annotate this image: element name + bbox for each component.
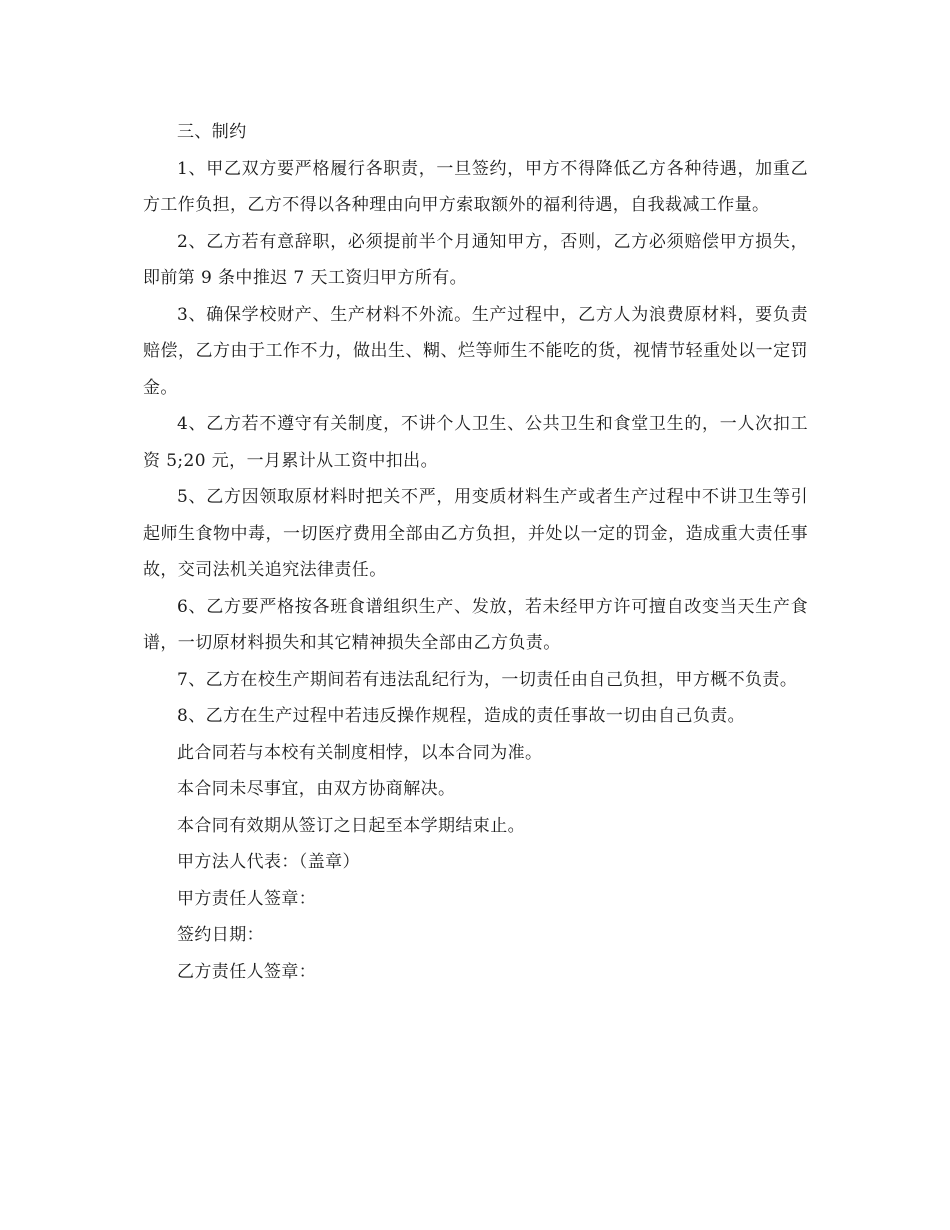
- document-body: [143, 114, 808, 990]
- clause-5: 5、乙方因领取原材料时把关不严，用变质材料生产或者生产过程中不讲卫生等引起师生食物中毒，一切医疗费用全部由乙方负担，并处以一定的罚金，造成重大责任事故，交司法机关追究法律责任。: [143, 487, 808, 580]
- clause-8: 8、乙方在生产过程中若违反操作规程，造成的责任事故一切由自己负责。: [177, 706, 746, 726]
- clause-6: 6、乙方要严格按各班食谱组织生产、发放，若未经甲方许可擅自改变当天生产食谱，一切原材料损失和其它精神损失全部由乙方负责。: [143, 596, 808, 653]
- closing-line-validity: 本合同有效期从签订之日起至本学期结束止。: [177, 815, 525, 836]
- signature-party-a-responsible: 甲方责任人签章：: [177, 888, 317, 909]
- clause-7: 7、乙方在校生产期间若有违法乱纪行为，一切责任由自己负担，甲方概不负责。: [177, 669, 798, 690]
- section-heading: 三、制约: [177, 122, 247, 142]
- clause-3: 3、确保学校财产、生产材料不外流。生产过程中，乙方人为浪费原材料，要负责赔偿，乙方由于工作不力，做出生、糊、烂等师生不能吃的货，视情节轻重处以一定罚金。: [143, 304, 808, 398]
- closing-line-negotiation: 本合同未尽事宜，由双方协商解决。: [177, 779, 456, 799]
- signature-party-b-responsible: 乙方责任人签章：: [177, 961, 317, 982]
- closing-line-precedence: 此合同若与本校有关制度相悖，以本合同为准。: [177, 742, 543, 763]
- signature-party-a-legal-rep: 甲方法人代表：（盖章）: [177, 852, 360, 872]
- clause-4: 4、乙方若不遵守有关制度，不讲个人卫生、公共卫生和食堂卫生的，一人次扣工资 5;20 元，一月累计从工资中扣出。: [143, 414, 808, 471]
- clause-2: 2、乙方若有意辞职，必须提前半个月通知甲方，否则，乙方必须赔偿甲方损失，即前第 9 条中推迟 7 天工资归甲方所有。: [143, 231, 808, 288]
- signature-date: 签约日期：: [177, 925, 264, 945]
- clause-1: 1、甲乙双方要严格履行各职责，一旦签约，甲方不得降低乙方各种待遇，加重乙方工作负担，乙方不得以各种理由向甲方索取额外的福利待遇，自我裁减工作量。: [143, 158, 808, 215]
